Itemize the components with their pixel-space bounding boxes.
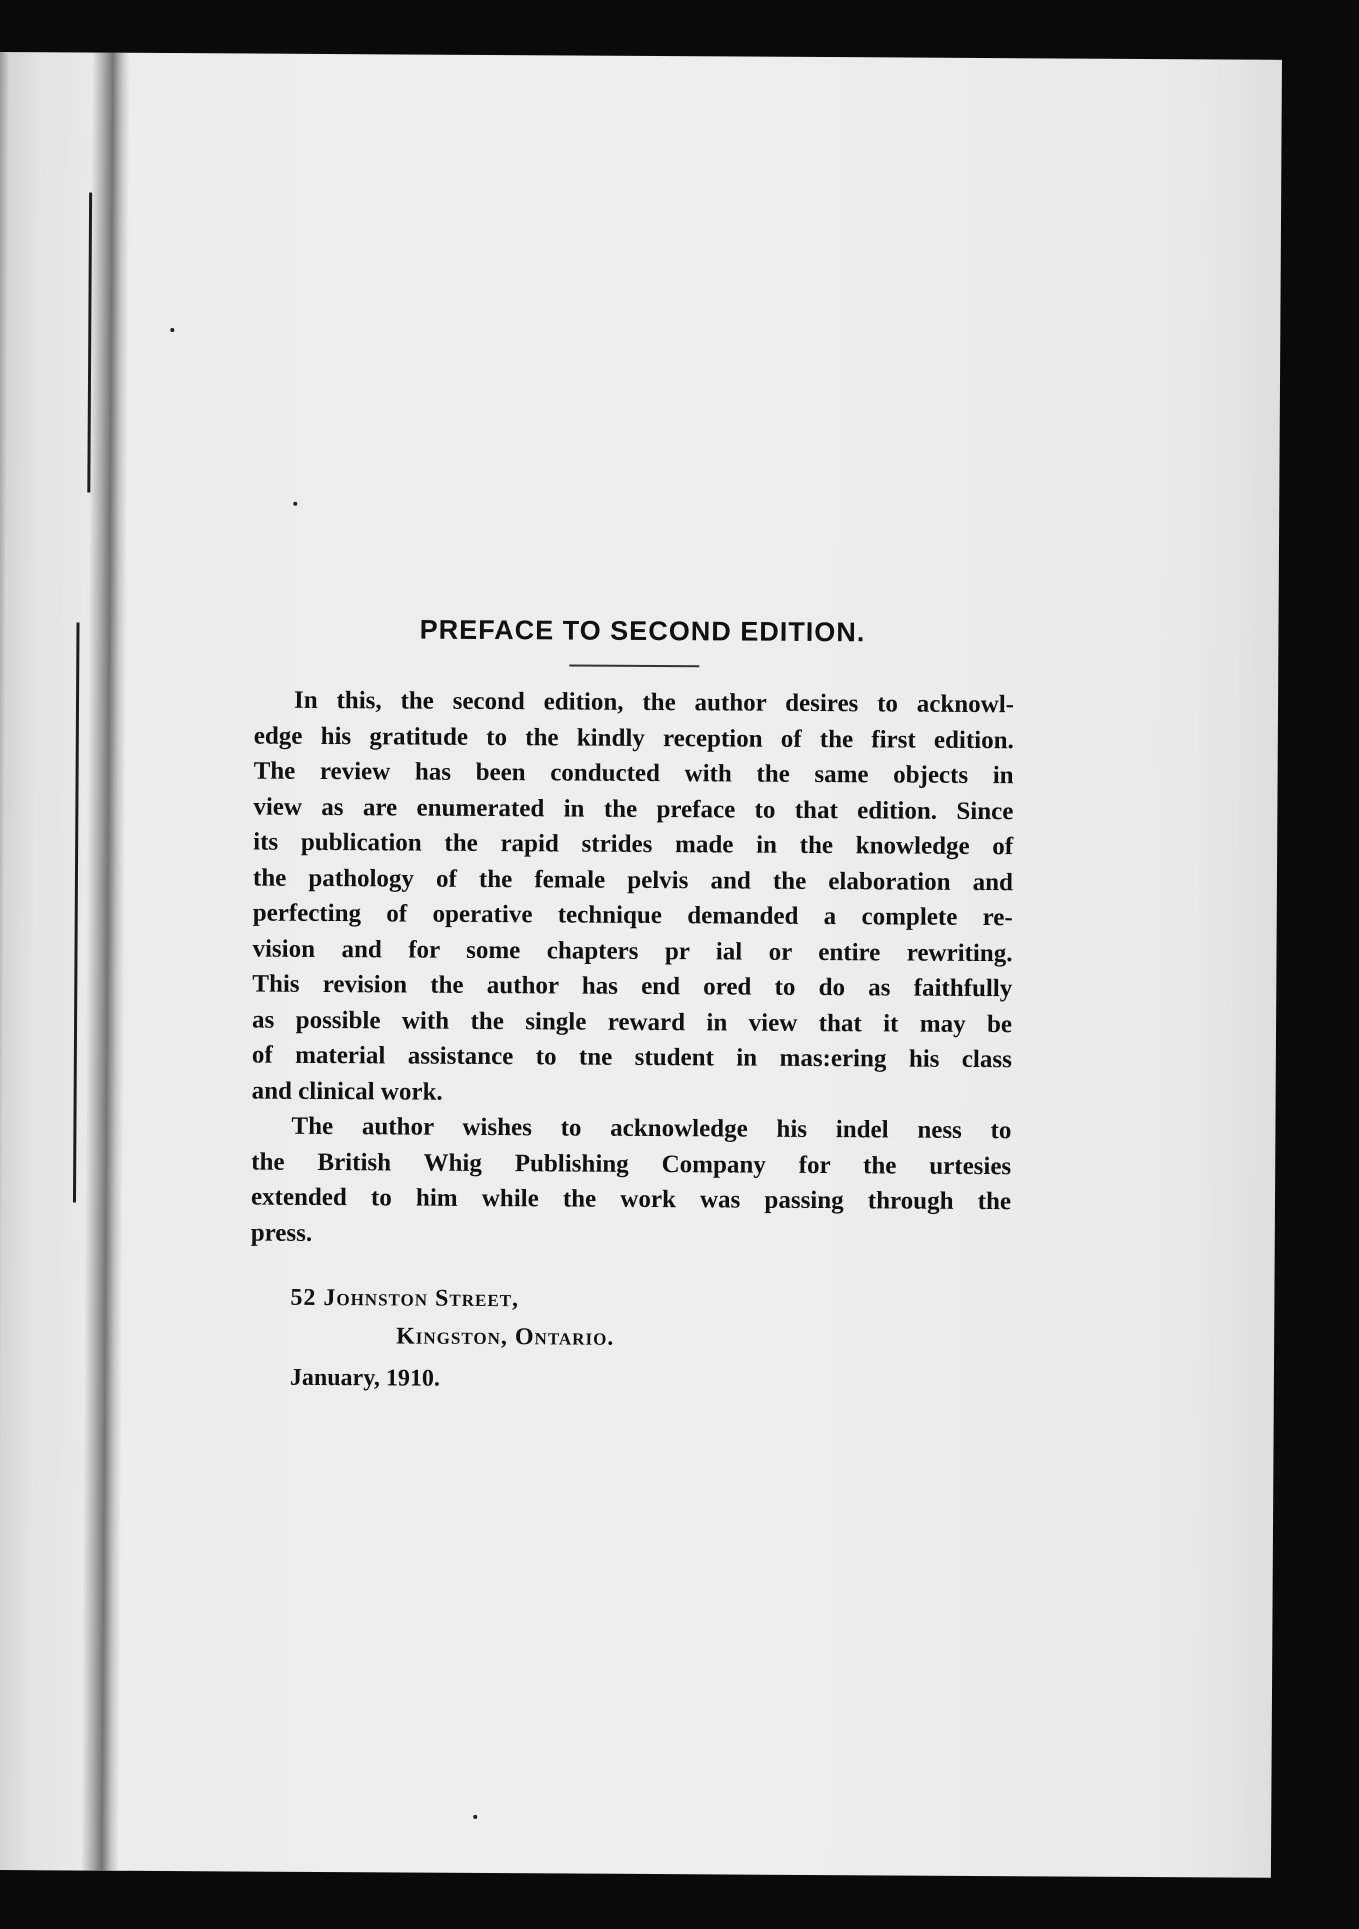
text-line: In this, the second edition, the author desires to acknowl- [293,686,1015,719]
text-line: The review has been conducted with the same objects in [253,757,1014,790]
preface-date: January, 1910. [289,1364,441,1392]
page-left-edge [0,52,10,1870]
address-city: Kingston, Ontario. [396,1323,615,1351]
text-line: view as are enumerated in the preface to that edition. Since [253,793,1014,825]
speck-mark [293,502,297,506]
address-street: 52 Johnston Street, [290,1284,520,1313]
text-line: This revision the author has end ored to do as faithfully [252,970,1013,1003]
scanned-page [0,52,1282,1878]
text-line: extended to him while the work was passing through the [250,1183,1012,1216]
text-line: the British Whig Publishing Company for the urtesies [251,1148,1012,1180]
speck-mark [170,328,174,332]
text-line: The author wishes to acknowledge his indel ness to [291,1112,1012,1145]
binding-line-mark [73,622,80,1202]
author-signature-block [250,1279,1011,1402]
text-line: edge his gratitude to the kindly reception of the first edition. [253,722,1014,754]
text-line: of material assistance to tne student in mas:ering his class [251,1041,1012,1074]
preface-paragraph-1 [252,683,1015,1114]
preface-content [250,594,1015,1402]
speck-mark [473,1815,477,1819]
text-line: the pathology of the female pelvis and the elaboration and [252,864,1014,896]
text-line: and clinical work. [251,1077,443,1106]
text-line: vision and for some chapters pr ial or entire rewriting. [252,935,1013,967]
title-divider [569,664,699,667]
text-line: its publication the rapid strides made in the knowledge of [253,828,1014,861]
page-title: PREFACE TO SECOND EDITION. [419,614,866,648]
preface-paragraph-2 [251,1109,1012,1256]
text-line: as possible with the single reward in view that it may be [252,1006,1013,1038]
text-line: press. [250,1219,313,1247]
text-line: perfecting of operative technique demanded a complete re- [252,899,1013,932]
